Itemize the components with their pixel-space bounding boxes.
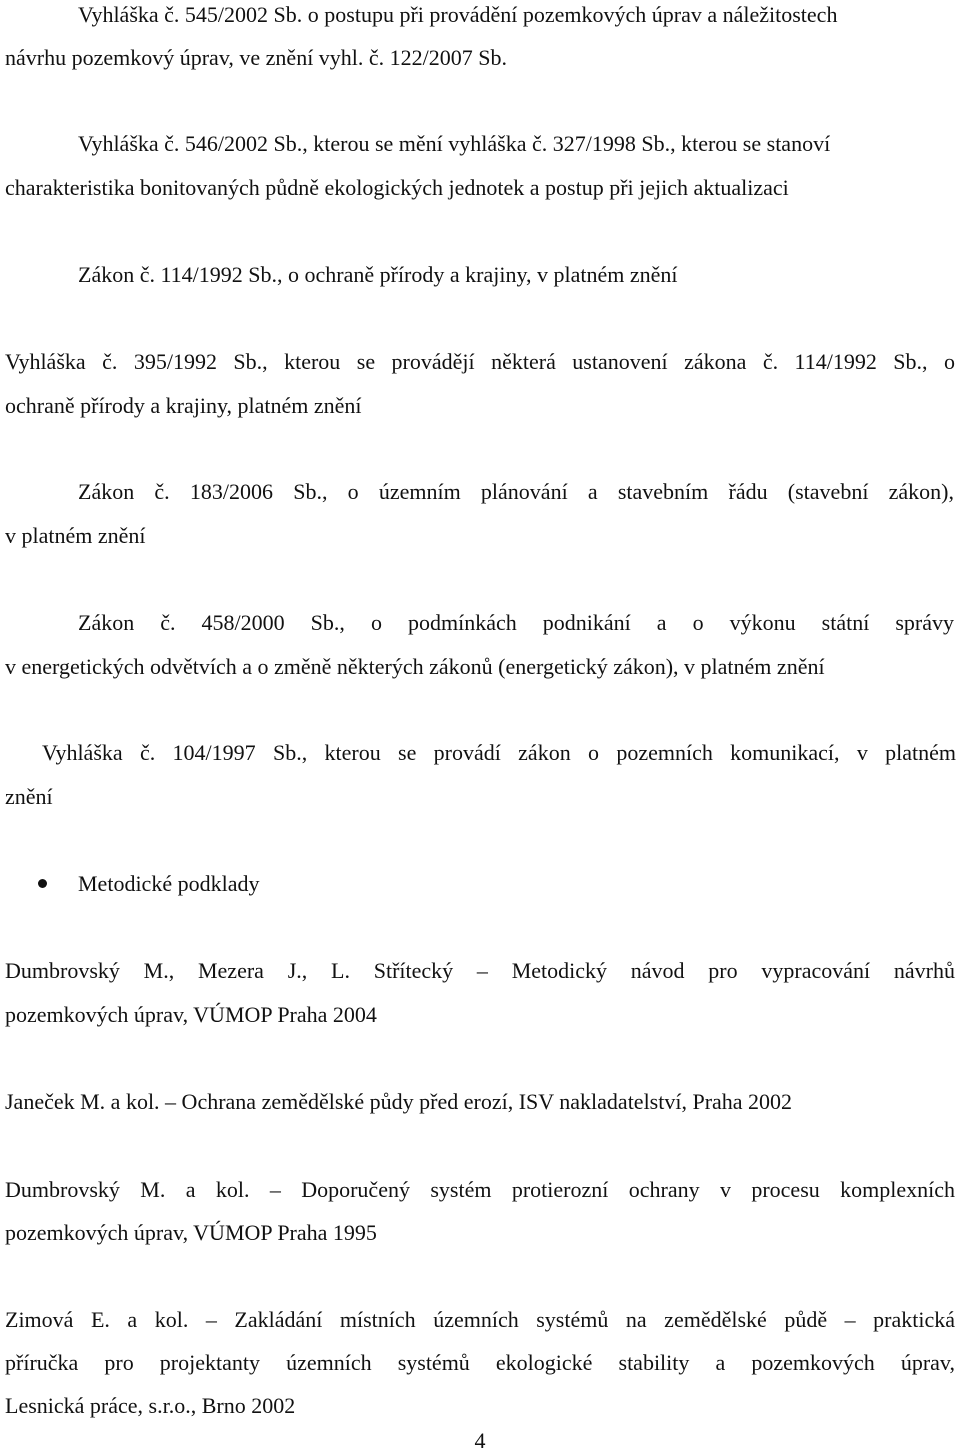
legal-entry-line: charakteristika bonitovaných půdně ekologických jednotek a postup při jejich aktualizaci (5, 175, 789, 200)
legal-entry-line: ochraně přírody a krajiny, platném znění (5, 393, 362, 418)
legal-entry-line: Zákon č. 114/1992 Sb., o ochraně přírody a krajiny, v platném znění (78, 262, 678, 287)
legal-entry-line: v platném znění (5, 523, 146, 548)
reference-line: Janeček M. a kol. – Ochrana zemědělské půdy před erozí, ISV nakladatelství, Praha 2002 (5, 1089, 793, 1114)
bullet-icon (38, 879, 47, 888)
reference-line: Zimová E. a kol. – Zakládání místních územních systémů na zemědělské půdě – praktická (5, 1307, 955, 1332)
reference-line: příručka pro projektanty územních systémů ekologické stability a pozemkových úprav, (5, 1350, 955, 1375)
legal-entry-line: v energetických odvětvích a o změně některých zákonů (energetický zákon), v platném znění (5, 654, 825, 679)
reference-line: pozemkových úprav, VÚMOP Praha 1995 (5, 1220, 377, 1245)
legal-entry-line: Vyhláška č. 395/1992 Sb., kterou se provádějí některá ustanovení zákona č. 114/1992 Sb., o (5, 349, 955, 374)
legal-entry-line: Vyhláška č. 546/2002 Sb., kterou se mění vyhláška č. 327/1998 Sb., kterou se stanoví (78, 131, 831, 156)
reference-line: Dumbrovský M. a kol. – Doporučený systém protierozní ochrany v procesu komplexních (5, 1177, 955, 1202)
reference-line: pozemkových úprav, VÚMOP Praha 2004 (5, 1002, 377, 1027)
legal-entry-line: Zákon č. 183/2006 Sb., o územním plánování a stavebním řádu (stavební zákon), (78, 479, 954, 504)
legal-entry-line: znění (5, 784, 53, 809)
section-heading: Metodické podklady (78, 871, 260, 896)
legal-entry-line: Vyhláška č. 545/2002 Sb. o postupu při provádění pozemkových úprav a náležitostech (78, 2, 838, 27)
reference-line: Dumbrovský M., Mezera J., L. Střítecký – Metodický návod pro vypracování návrhů (5, 958, 955, 983)
legal-entry-line: Zákon č. 458/2000 Sb., o podmínkách podnikání a o výkonu státní správy (78, 610, 954, 635)
page-number: 4 (474, 1428, 486, 1453)
legal-entry-line: Vyhláška č. 104/1997 Sb., kterou se provádí zákon o pozemních komunikací, v platném (42, 740, 956, 765)
reference-line: Lesnická práce, s.r.o., Brno 2002 (5, 1393, 296, 1418)
legal-entry-line: návrhu pozemkový úprav, ve znění vyhl. č. 122/2007 Sb. (5, 45, 508, 70)
